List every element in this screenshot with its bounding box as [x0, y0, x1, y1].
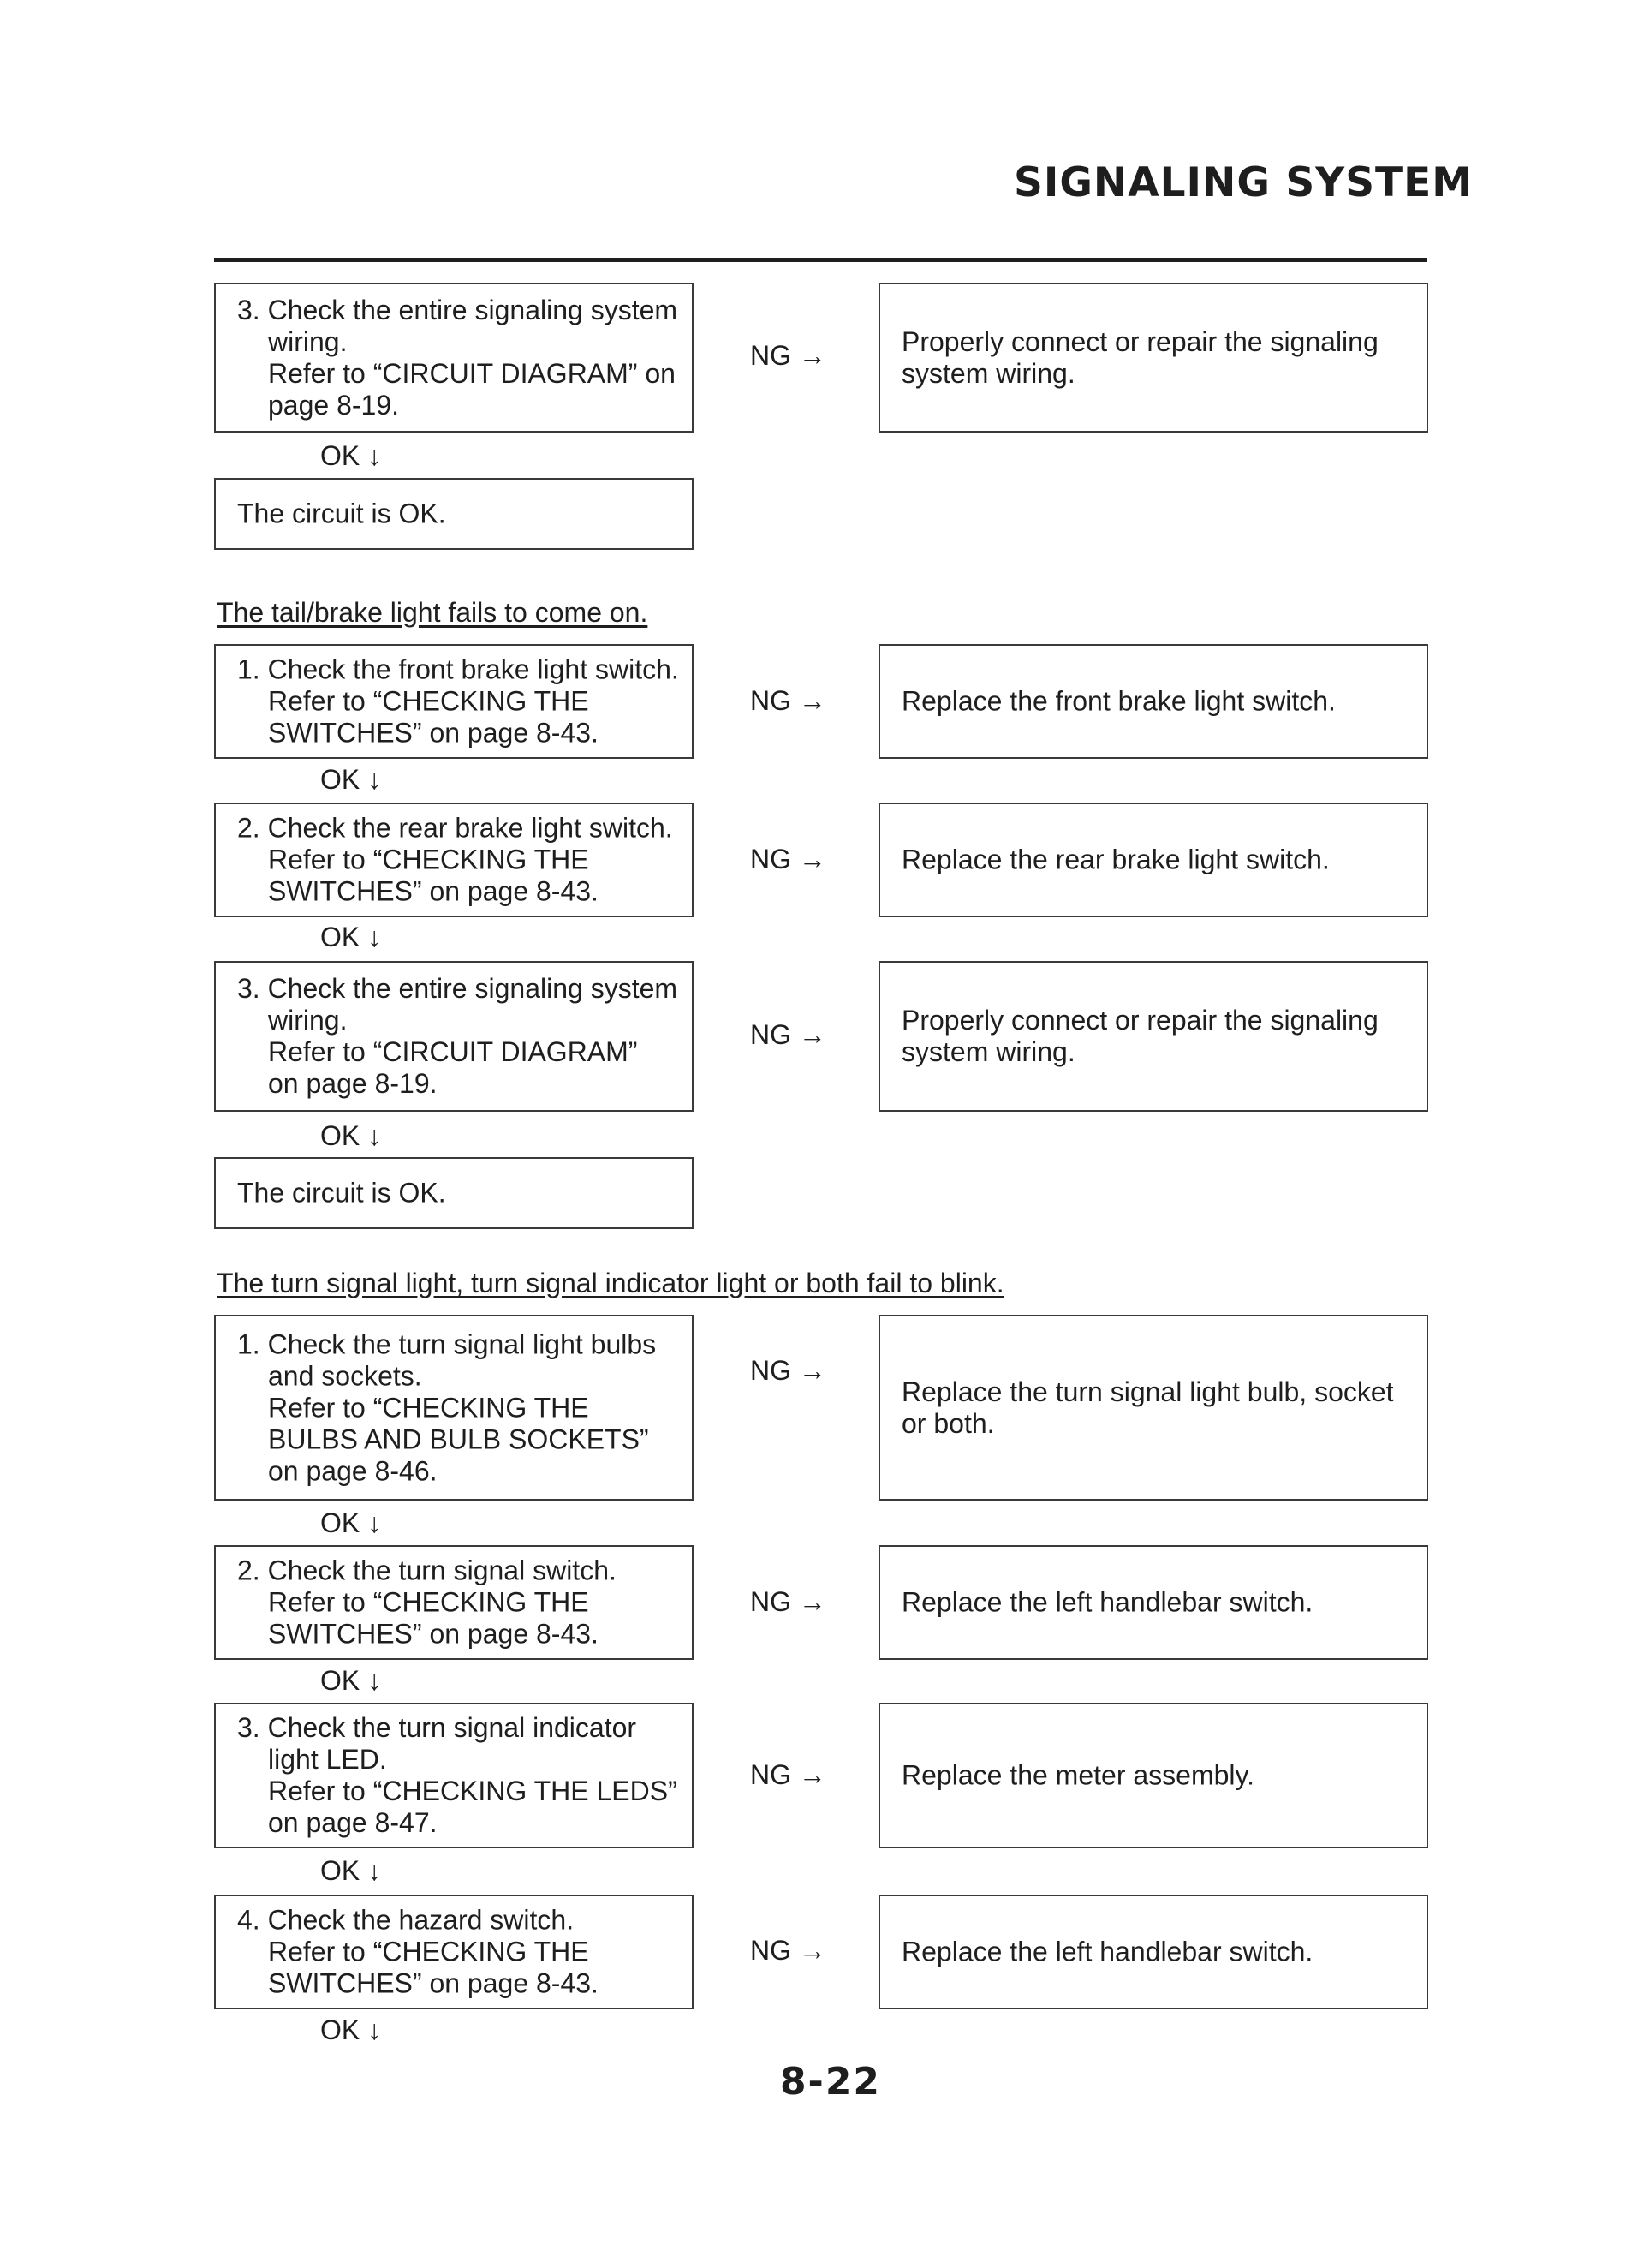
step-text: 3. Check the entire signaling system wiring. Refer to “CIRCUIT DIAGRAM” on page 8-19.: [237, 973, 678, 1099]
action-text: Replace the left handlebar switch.: [902, 1586, 1313, 1618]
action-box: [879, 283, 1428, 433]
header-rule: [214, 258, 1427, 262]
result-box: [214, 1157, 694, 1229]
ng-arrow-label: NG →: [750, 1019, 826, 1050]
ng-arrow-label: NG →: [750, 844, 826, 874]
action-box: [879, 1895, 1428, 2009]
action-text: Replace the rear brake light switch.: [902, 844, 1330, 875]
action-box: [879, 644, 1428, 759]
action-text: Replace the front brake light switch.: [902, 685, 1336, 717]
ng-arrow-label: NG →: [750, 1355, 826, 1386]
result-text: The circuit is OK.: [237, 498, 446, 529]
ng-arrow-label: NG →: [750, 340, 826, 371]
result-box: [214, 478, 694, 550]
ng-arrow-label: NG →: [750, 1586, 826, 1617]
page-number: 8-22: [779, 2060, 882, 2104]
step-text: 4. Check the hazard switch. Refer to “CHECKING THE SWITCHES” on page 8-43.: [237, 1904, 599, 1999]
ok-arrow-label: OK ↓: [320, 440, 382, 471]
ok-arrow-label: OK ↓: [320, 764, 382, 795]
action-box: [879, 1703, 1428, 1848]
ok-arrow-label: OK ↓: [320, 1507, 382, 1538]
section-title: The tail/brake light fails to come on.: [217, 597, 648, 628]
section-title: The turn signal light, turn signal indicator light or both fail to blink.: [217, 1268, 1004, 1298]
step-box: [214, 1315, 694, 1501]
action-box: [879, 1315, 1428, 1501]
step-text: 1. Check the front brake light switch. Refer to “CHECKING THE SWITCHES” on page 8-43.: [237, 654, 679, 749]
ng-arrow-label: NG →: [750, 685, 826, 716]
step-text: 2. Check the turn signal switch. Refer to “CHECKING THE SWITCHES” on page 8-43.: [237, 1555, 616, 1650]
ng-arrow-label: NG →: [750, 1759, 826, 1790]
step-box: [214, 1703, 694, 1848]
action-text: Properly connect or repair the signaling system wiring.: [902, 325, 1379, 389]
ok-arrow-label: OK ↓: [320, 922, 382, 952]
step-box: [214, 1895, 694, 2009]
step-box: [214, 803, 694, 917]
step-box: [214, 961, 694, 1112]
step-box: [214, 283, 694, 433]
action-box: [879, 1545, 1428, 1660]
step-text: 1. Check the turn signal light bulbs and sockets. Refer to “CHECKING THE BULBS AND BULB SOCKETS” on page 8-46.: [237, 1328, 657, 1486]
action-text: Replace the turn signal light bulb, socket or both.: [902, 1376, 1394, 1439]
ok-arrow-label: OK ↓: [320, 1120, 382, 1151]
action-text: Replace the left handlebar switch.: [902, 1936, 1313, 1967]
ng-arrow-label: NG →: [750, 1935, 826, 1966]
action-text: Properly connect or repair the signaling system wiring.: [902, 1005, 1379, 1067]
page-header-title: SIGNALING SYSTEM: [1013, 159, 1473, 206]
result-text: The circuit is OK.: [237, 1177, 446, 1209]
ok-arrow-label: OK ↓: [320, 1855, 382, 1886]
step-box: [214, 1545, 694, 1660]
action-box: [879, 803, 1428, 917]
step-text: 3. Check the turn signal indicator light LED. Refer to “CHECKING THE LEDS” on page 8-47.: [237, 1712, 677, 1838]
action-box: [879, 961, 1428, 1112]
step-box: [214, 644, 694, 759]
ok-arrow-label: OK ↓: [320, 1665, 382, 1696]
step-text: 2. Check the rear brake light switch. Refer to “CHECKING THE SWITCHES” on page 8-43.: [237, 812, 673, 907]
step-text: 3. Check the entire signaling system wiring. Refer to “CIRCUIT DIAGRAM” on page 8-19.: [237, 294, 678, 421]
ok-arrow-label: OK ↓: [320, 2014, 382, 2045]
action-text: Replace the meter assembly.: [902, 1759, 1255, 1791]
